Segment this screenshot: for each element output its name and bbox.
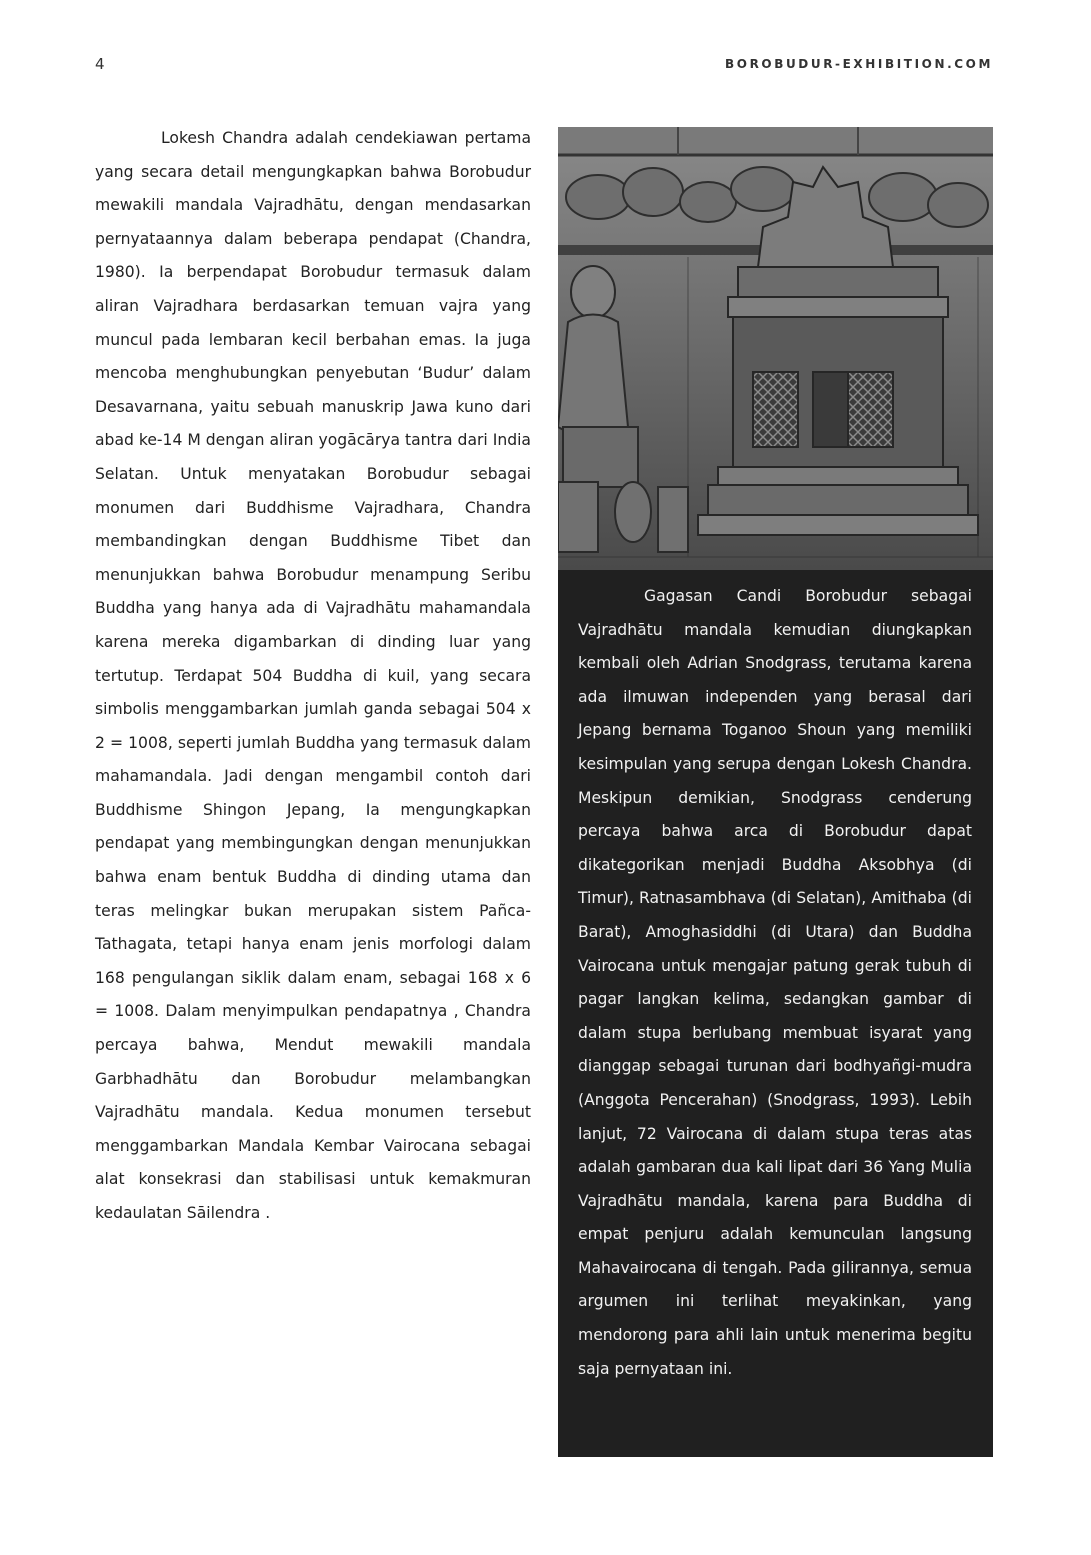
right-paragraph: Gagasan Candi Borobudur sebagai Vajradhātu mandala kemudian diungkapkan kembali oleh Adrian Snodgrass, terutama karena ada ilmuwan independen yang berasal dari Jepang bernama Toganoo Shoun yang memiliki kesimpulan yang serupa dengan Lokesh Chandra. Meskipun demikian, Snodgrass cenderung percaya bahwa arca di Borobudur dapat dikategorikan menjadi Buddha Aksobhya (di Timur), Ratnasambhava (di Selatan), Amithaba (di Barat), Amoghasiddhi (di Utara) dan Buddha Vairocana untuk mengajar patung gerak tubuh di pagar langkan kelima, sedangkan gambar di dalam stupa berlubang membuat isyarat yang dianggap sebagai turunan dari bodhyañgi-mudra (Anggota Pencerahan) (Snodgrass, 1993). Lebih lanjut, 72 Vairocana di dalam stupa teras atas adalah gambaran dua kali lipat dari 36 Yang Mulia Vajradhātu mandala, karena para Buddha di empat penjuru adalah kemunculan langsung Mahavairocana di tengah. Pada gilirannya, semua argumen ini terlihat meyakinkan, yang mendorong para ahli lain untuk menerima begitu saja pernyataan ini. (578, 587, 972, 1378)
relief-photo (558, 127, 993, 570)
left-column (95, 122, 531, 1231)
relief-image (558, 127, 993, 570)
quote-box (558, 570, 993, 1457)
left-paragraph: Lokesh Chandra adalah cendekiawan pertama yang secara detail mengungkapkan bahwa Borobudur mewakili mandala Vajradhātu, dengan mendasarkan pernyataannya dalam beberapa pendapat (Chandra, 1980). Ia berpendapat Borobudur termasuk dalam aliran Vajradhara berdasarkan temuan vajra yang muncul pada lembaran kecil berbahan emas. Ia juga mencoba menghubungkan penyebutan ‘Budur’ dalam Desavarnana, yaitu sebuah manuskrip Jawa kuno dari abad ke-14 M dengan aliran yogācārya tantra dari India Selatan. Untuk menyatakan Borobudur sebagai monumen dari Buddhisme Vajradhara, Chandra membandingkan dengan Buddhisme Tibet dan menunjukkan bahwa Borobudur menampung Seribu Buddha yang hanya ada di Vajradhātu mahamandala karena mereka digambarkan di dinding luar yang tertutup. Terdapat 504 Buddha di kuil, yang secara simbolis menggambarkan jumlah ganda sebagai 504 x 2 = 1008, seperti jumlah Buddha yang termasuk dalam mahamandala. Jadi dengan mengambil contoh dari Buddhisme Shingon Jepang, Ia mengungkapkan pendapat yang membingungkan dengan menunjukkan bahwa enam bentuk Buddha di dinding utama dan teras melingkar bukan merupakan sistem Pañca-Tathagata, tetapi hanya enam jenis morfologi dalam 168 pengulangan siklik dalam enam, sebagai 168 x 6 = 1008. Dalam menyimpulkan pendapatnya , Chandra percaya bahwa, Mendut mewakili mandala Garbhadhātu dan Borobudur melambangkan Vajradhātu mandala. Kedua monumen tersebut menggambarkan Mandala Kembar Vairocana sebagai alat konsekrasi dan stabilisasi untuk kemakmuran kedaulatan Sāilendra . (95, 129, 531, 1222)
site-url[interactable]: BOROBUDUR-EXHIBITION.COM (725, 57, 993, 71)
page-number: 4 (95, 55, 105, 73)
